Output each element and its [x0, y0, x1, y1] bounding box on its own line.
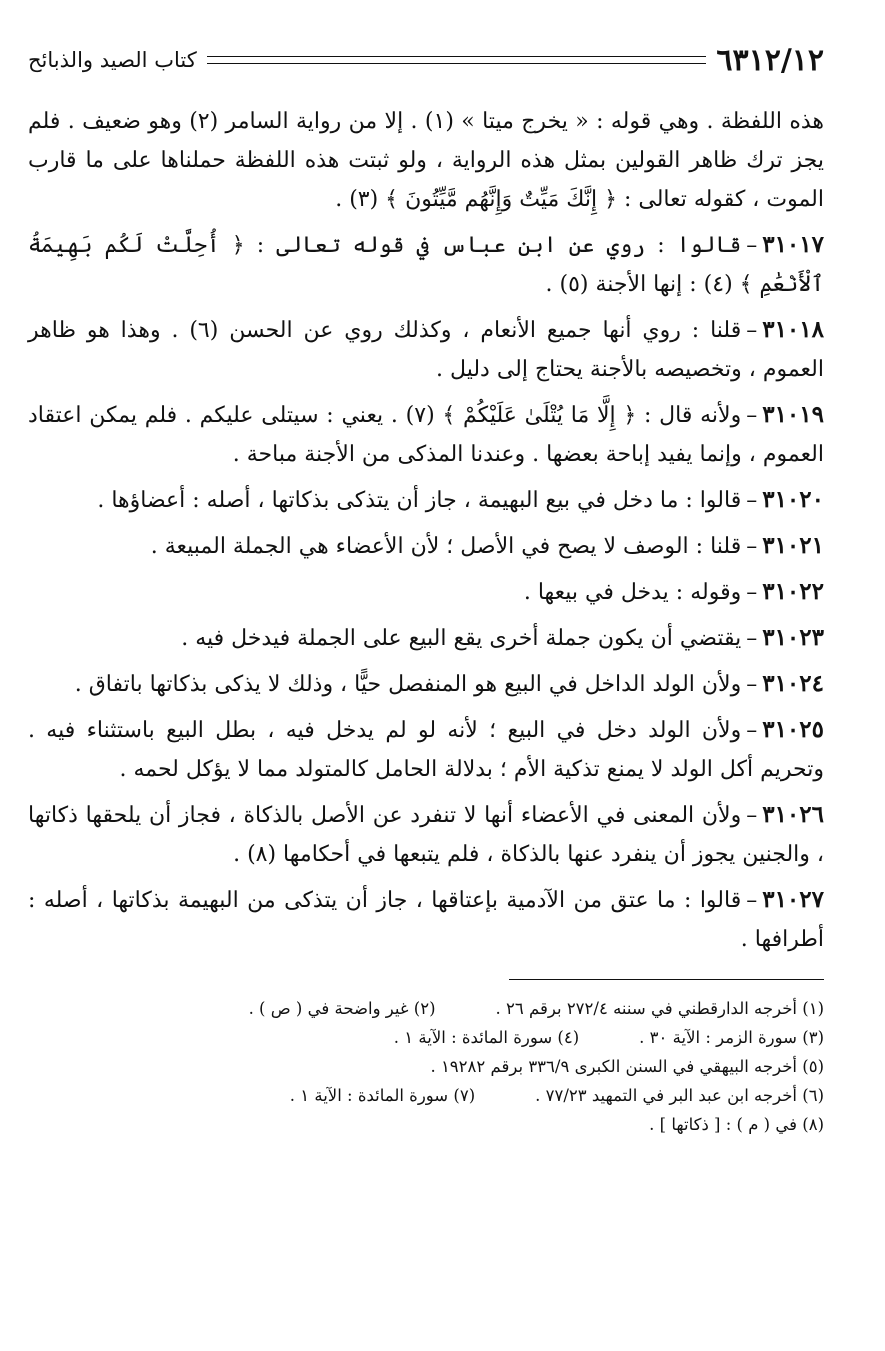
paragraph: [28, 310, 824, 389]
paragraph-number: ٣١٠٢٠: [762, 486, 824, 513]
paragraph-text: وقوله : يدخل في بيعها .: [523, 580, 742, 605]
running-title: كتاب الصيد والذبائح: [28, 48, 197, 72]
number-dash: –: [746, 803, 758, 828]
footnote-row: [28, 994, 824, 1023]
paragraph: [28, 618, 824, 658]
page-header: [28, 40, 824, 80]
number-dash: –: [746, 488, 758, 513]
paragraph-text: قلنا : روي أنها جميع الأنعام ، وكذلك روي عن الحسن (٦) . وهذا هو ظاهر العموم ، وتخصيصه بالأجنة يحتاج إلى دليل .: [28, 318, 824, 382]
paragraph: [28, 526, 824, 566]
footnote: (٢) غير واضحة في ( ص ) .: [248, 999, 436, 1018]
paragraph-number: ٣١٠١٨: [762, 316, 824, 343]
paragraph-text: ولأنه قال : ﴿ إِلَّا مَا يُتْلَىٰ عَلَيْكُمْ ﴾ (٧) . يعني : سيتلى عليكم . فلم يمكن اعتقاد العموم ، وإنما يفيد إباحة بعضها . وعندنا المذكى من الأجنة مباحة .: [28, 403, 824, 467]
paragraph-number: ٣١٠٢٢: [762, 578, 824, 605]
paragraph-text: قالوا : روي عن ابن عباس في قوله تعالى : ﴿ أُحِلَّتْ لَكُم بَهِيمَةُ ٱلْأَنْعَٰمِ ﴾ (٤) : إنها الأجنة (٥) .: [28, 233, 824, 297]
footnote-row: [28, 1052, 824, 1081]
paragraph-number: ٣١٠٢٤: [762, 670, 824, 697]
paragraph-text: ولأن الولد دخل في البيع ؛ لأنه لو لم يدخل فيه ، بطل البيع باستثناء فيه . وتحريم أكل الولد لا يمنع تذكية الأم ؛ بدلالة الحامل كالمتولد مما لا يؤكل لحمه .: [28, 718, 824, 782]
paragraph-number: ٣١٠٢٣: [762, 624, 824, 651]
number-dash: –: [746, 318, 758, 343]
footnote: (١) أخرجه الدارقطني في سننه ٢٧٢/٤ برقم ٢٦ .: [495, 999, 824, 1018]
paragraph: [28, 225, 824, 304]
paragraph-number: ٣١٠١٩: [762, 401, 824, 428]
paragraph-text: قلنا : الوصف لا يصح في الأصل ؛ لأن الأعضاء هي الجملة المبيعة .: [150, 534, 742, 559]
paragraph-text: ولأن الولد الداخل في البيع هو المنفصل حيًّا ، وذلك لا يذكى بذكاتها باتفاق .: [74, 672, 742, 697]
number-dash: –: [746, 534, 758, 559]
number-dash: –: [746, 626, 758, 651]
number-dash: –: [746, 718, 758, 743]
paragraph-number: ٣١٠٢٦: [762, 801, 824, 828]
paragraph: [28, 572, 824, 612]
paragraph-text: قالوا : ما دخل في بيع البهيمة ، جاز أن يتذكى بذكاتها ، أصله : أعضاؤها .: [97, 488, 742, 513]
main-text: [28, 102, 824, 959]
page-number: ٦٣١٢/١٢: [716, 42, 824, 78]
document-page: [28, 40, 824, 1330]
number-dash: –: [746, 403, 758, 428]
footnote: (٤) سورة المائدة : الآية ١ .: [393, 1028, 580, 1047]
paragraph-number: ٣١٠٢٧: [762, 886, 824, 913]
paragraph: [28, 880, 824, 959]
paragraph-number: ٣١٠٢٥: [762, 716, 824, 743]
footnote: (٧) سورة المائدة : الآية ١ .: [289, 1086, 476, 1105]
paragraph: [28, 102, 824, 219]
paragraph: [28, 664, 824, 704]
paragraph: [28, 795, 824, 874]
number-dash: –: [746, 672, 758, 697]
number-dash: –: [746, 888, 758, 913]
footnotes: [28, 994, 824, 1139]
paragraph: [28, 395, 824, 474]
header-double-rule: [207, 56, 707, 64]
footnote-row: [28, 1023, 824, 1052]
footnote-row: [28, 1081, 824, 1110]
footnote: (٨) في ( م ) : [ ذكاتها ] .: [649, 1115, 824, 1134]
paragraph: [28, 480, 824, 520]
paragraph-text: ولأن المعنى في الأعضاء أنها لا تنفرد عن الأصل بالذكاة ، فجاز أن يلحقها ذكاتها ، والجنين يجوز أن ينفرد عنها بالذكاة ، فلم يتبعها في أحكامها (٨) .: [28, 803, 824, 867]
number-dash: –: [746, 233, 758, 258]
footnote-separator: [509, 979, 824, 980]
footnote-row: [28, 1110, 824, 1139]
footnote: (٦) أخرجه ابن عبد البر في التمهيد ٧٧/٢٣ .: [535, 1086, 824, 1105]
paragraph-text: يقتضي أن يكون جملة أخرى يقع البيع على الجملة فيدخل فيه .: [181, 626, 742, 651]
paragraph-number: ٣١٠١٧: [762, 231, 824, 258]
paragraph-number: ٣١٠٢١: [762, 532, 824, 559]
footnote: (٣) سورة الزمر : الآية ٣٠ .: [639, 1028, 824, 1047]
paragraph-text: قالوا : ما عتق من الآدمية بإعتاقها ، جاز أن يتذكى من البهيمة بذكاتها ، أصله : أطرافها .: [28, 888, 824, 952]
footnote: (٥) أخرجه البيهقي في السنن الكبرى ٣٣٦/٩ برقم ١٩٢٨٢ .: [430, 1057, 824, 1076]
paragraph: [28, 710, 824, 789]
number-dash: –: [746, 580, 758, 605]
paragraph-text: هذه اللفظة . وهي قوله : « يخرج ميتا » (١) . إلا من رواية السامر (٢) وهو ضعيف . فلم يجز ترك ظاهر القولين بمثل هذه الرواية ، ولو ثبتت هذه اللفظة حملناها على ما قارب الموت ، كقوله تعالى : ﴿ إِنَّكَ مَيِّتٌ وَإِنَّهُم مَّيِّتُونَ ﴾ (٣) .: [28, 109, 824, 212]
